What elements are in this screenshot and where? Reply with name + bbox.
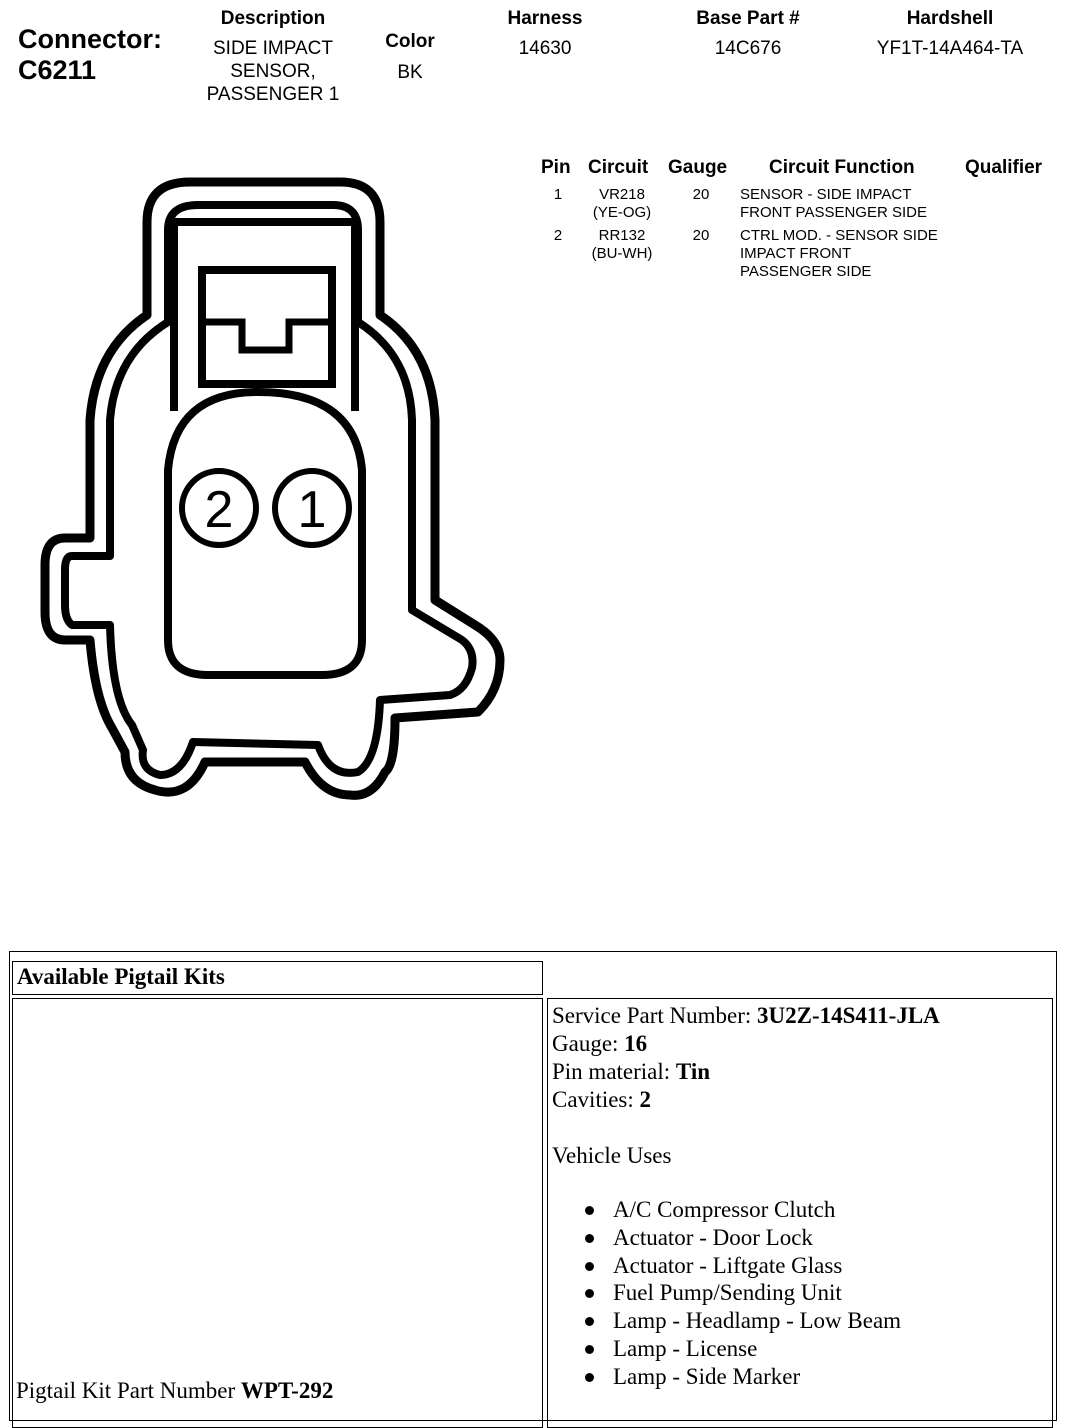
gauge-value: 16	[624, 1031, 648, 1056]
pin-label-1: 1	[297, 481, 327, 539]
latch-notch	[202, 322, 332, 350]
pigtail-kit-label: Pigtail Kit Part Number	[16, 1378, 241, 1403]
service-part-number	[552, 1002, 940, 1030]
function-line: CTRL MOD. - SENSOR SIDE	[740, 227, 938, 244]
gauge-column-header: Gauge	[668, 157, 728, 178]
gauge-label: Gauge:	[552, 1031, 625, 1056]
circuit-color: (BU-WH)	[591, 245, 653, 262]
base-part-header: Base Part #	[696, 8, 800, 29]
service-part-label: Service Part Number:	[552, 1003, 758, 1028]
list-item	[585, 1279, 901, 1307]
vehicle-use-text: Fuel Pump/Sending Unit	[613, 1280, 842, 1306]
vehicle-uses-label: Vehicle Uses	[552, 1143, 672, 1168]
service-part-value: 3U2Z-14S411-JLA	[757, 1003, 940, 1028]
list-item	[585, 1252, 901, 1280]
hardshell-value: YF1T-14A464-TA	[876, 38, 1024, 59]
list-item	[585, 1196, 901, 1224]
cavities-value: 2	[639, 1087, 652, 1112]
harness-header: Harness	[507, 8, 583, 29]
vehicle-use-text: A/C Compressor Clutch	[613, 1197, 836, 1222]
list-item	[585, 1307, 901, 1335]
pigtail-kits-title: Available Pigtail Kits	[12, 961, 543, 995]
connector-label-title: Connector:	[18, 24, 162, 54]
vehicle-use-text: Lamp - License	[613, 1335, 758, 1361]
pin-number: 2	[553, 227, 563, 244]
qualifier-column-header: Qualifier	[965, 157, 1043, 178]
pin-material-value: Tin	[675, 1059, 711, 1084]
function-line: SENSOR - SIDE IMPACT	[740, 186, 912, 203]
pin-material-info	[552, 1058, 940, 1086]
pigtail-image-cell	[12, 998, 543, 1428]
harness-value: 14630	[518, 38, 572, 59]
pigtail-kit-part-number	[16, 1377, 333, 1405]
latch-window	[202, 270, 332, 384]
vehicle-use-text: Actuator - Liftgate Glass	[613, 1252, 843, 1278]
connector-inner-outline	[65, 205, 473, 775]
description-line: SENSOR,	[230, 61, 316, 82]
list-item	[585, 1224, 901, 1252]
color-value: BK	[397, 62, 423, 83]
cavities-label: Cavities:	[552, 1087, 640, 1112]
function-cell	[740, 227, 938, 281]
pin-column-header: Pin	[541, 157, 571, 178]
bullet-icon	[585, 1373, 594, 1382]
pin-number: 1	[553, 186, 563, 203]
bullet-icon	[585, 1234, 594, 1243]
function-line: FRONT PASSENGER SIDE	[740, 204, 927, 221]
gauge-cell: 20	[692, 186, 710, 203]
circuit-cell	[580, 186, 664, 222]
description-line: PASSENGER 1	[206, 84, 340, 105]
vehicle-use-text: Lamp - Headlamp - Low Beam	[613, 1308, 902, 1334]
color-header: Color	[385, 31, 435, 52]
pigtail-details	[552, 1002, 940, 1170]
gauge-cell: 20	[692, 227, 710, 244]
bullet-icon	[585, 1262, 594, 1271]
circuit-id: RR132	[598, 227, 646, 244]
list-item	[585, 1363, 901, 1391]
circuit-color: (YE-OG)	[592, 204, 652, 221]
function-cell	[740, 186, 927, 222]
vehicle-uses-list	[585, 1196, 901, 1391]
connector-id: C6211	[18, 55, 97, 85]
description-line: SIDE IMPACT	[213, 38, 333, 59]
pigtail-kit-value: WPT-292	[240, 1378, 334, 1403]
gauge-info	[552, 1030, 940, 1058]
function-line: PASSENGER SIDE	[740, 263, 872, 280]
bullet-icon	[585, 1317, 594, 1326]
bullet-icon	[585, 1289, 594, 1298]
pin-material-label: Pin material:	[552, 1059, 676, 1084]
circuit-column-header: Circuit	[588, 157, 649, 178]
bullet-icon	[585, 1206, 594, 1215]
circuit-id: VR218	[599, 186, 645, 203]
function-line: IMPACT FRONT	[740, 245, 852, 262]
base-part-value: 14C676	[714, 38, 782, 59]
vehicle-use-text: Actuator - Door Lock	[613, 1224, 813, 1250]
connector-face-diagram	[0, 0, 540, 860]
hardshell-header: Hardshell	[906, 8, 994, 29]
cavities-info	[552, 1086, 940, 1114]
pin-label-2: 2	[204, 481, 234, 539]
circuit-cell	[580, 227, 664, 263]
circuit-function-column-header: Circuit Function	[769, 157, 915, 178]
cavity-area	[168, 392, 362, 675]
description-header: Description	[220, 8, 326, 29]
vehicle-use-text: Lamp - Side Marker	[613, 1363, 801, 1389]
list-item	[585, 1335, 901, 1363]
bullet-icon	[585, 1345, 594, 1354]
